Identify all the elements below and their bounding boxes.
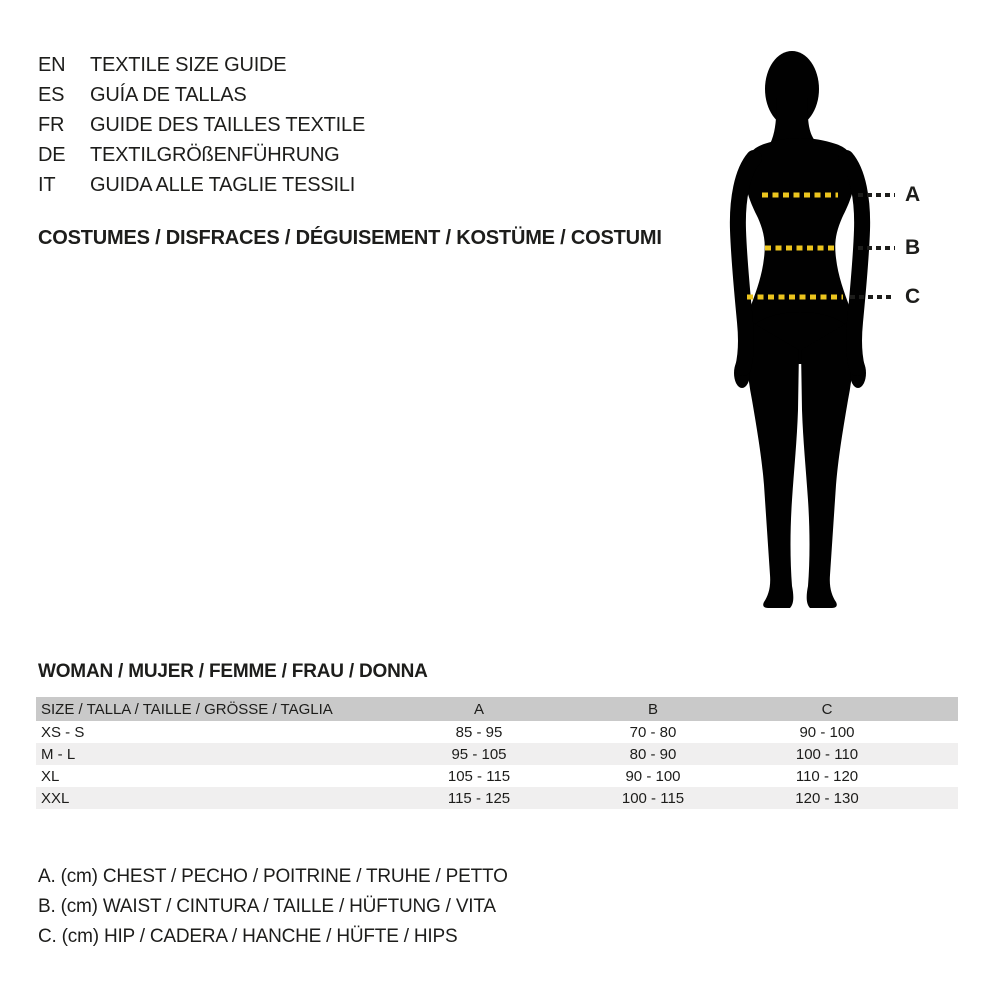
language-code: FR bbox=[38, 113, 65, 136]
language-list bbox=[38, 50, 365, 200]
header-col-b: B bbox=[647, 700, 658, 718]
woman-silhouette bbox=[700, 40, 900, 620]
language-title: TEXTILGRÖßENFÜHRUNG bbox=[90, 143, 340, 166]
language-code: DE bbox=[38, 143, 66, 166]
value-a: 105 - 115 bbox=[447, 767, 511, 785]
category-title: COSTUMES / DISFRACES / DÉGUISEMENT / KOSTÜME / COSTUMI bbox=[38, 227, 662, 249]
measurement-figure bbox=[700, 40, 940, 620]
language-code: ES bbox=[38, 83, 65, 106]
language-title: GUÍA DE TALLAS bbox=[90, 83, 247, 106]
value-a: 95 - 105 bbox=[451, 745, 507, 763]
table-row-xxl bbox=[36, 787, 958, 809]
language-title: GUIDA ALLE TAGLIE TESSILI bbox=[90, 173, 356, 196]
header-col-c: C bbox=[821, 700, 833, 718]
size-table bbox=[36, 697, 958, 809]
measurement-legend bbox=[38, 862, 508, 952]
language-code: IT bbox=[38, 173, 56, 196]
silhouette-shape bbox=[734, 51, 866, 608]
language-row-es bbox=[38, 80, 365, 110]
size-label: XXL bbox=[41, 789, 70, 807]
size-label: M - L bbox=[41, 745, 76, 763]
value-c: 110 - 120 bbox=[795, 767, 859, 785]
language-row-it bbox=[38, 170, 365, 200]
language-row-de bbox=[38, 140, 365, 170]
value-c: 120 - 130 bbox=[795, 789, 859, 807]
marker-label-a: A bbox=[905, 183, 921, 206]
table-row-xs-s bbox=[36, 721, 958, 743]
marker-label-c: C bbox=[905, 285, 921, 308]
size-label: XS - S bbox=[41, 723, 85, 741]
language-row-fr bbox=[38, 110, 365, 140]
legend-chest: A. (cm) CHEST / PECHO / POITRINE / TRUHE / PETTO bbox=[38, 866, 508, 887]
value-b: 90 - 100 bbox=[625, 767, 681, 785]
language-title: GUIDE DES TAILLES TEXTILE bbox=[90, 113, 366, 136]
language-code: EN bbox=[38, 53, 66, 76]
table-row-m-l bbox=[36, 743, 958, 765]
legend-hip: C. (cm) HIP / CADERA / HANCHE / HÜFTE / HIPS bbox=[38, 926, 458, 947]
value-b: 80 - 90 bbox=[629, 745, 677, 763]
value-a: 85 - 95 bbox=[455, 723, 503, 741]
header-col-a: A bbox=[473, 700, 484, 718]
size-table-header bbox=[36, 697, 958, 721]
header-size-label: SIZE / TALLA / TAILLE / GRÖSSE / TAGLIA bbox=[41, 700, 333, 718]
value-b: 100 - 115 bbox=[621, 789, 685, 807]
marker-label-b: B bbox=[905, 236, 921, 259]
table-row-xl bbox=[36, 765, 958, 787]
value-b: 70 - 80 bbox=[629, 723, 677, 741]
size-label: XL bbox=[41, 767, 60, 785]
value-c: 90 - 100 bbox=[799, 723, 855, 741]
section-title-woman: WOMAN / MUJER / FEMME / FRAU / DONNA bbox=[38, 661, 428, 682]
value-a: 115 - 125 bbox=[447, 789, 511, 807]
legend-waist: B. (cm) WAIST / CINTURA / TAILLE / HÜFTUNG / VITA bbox=[38, 896, 496, 917]
language-title: TEXTILE SIZE GUIDE bbox=[90, 53, 287, 76]
language-row-en bbox=[38, 50, 365, 80]
value-c: 100 - 110 bbox=[795, 745, 859, 763]
